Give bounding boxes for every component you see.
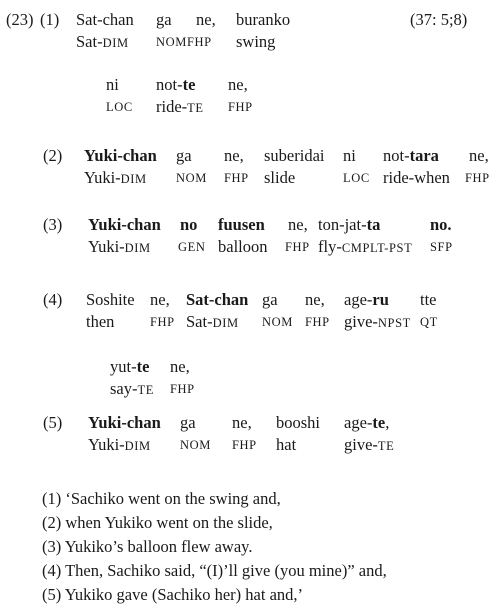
translation-line: (2) when Yukiko went on the slide,	[42, 513, 273, 532]
line-4-gloss: FHP	[170, 382, 195, 396]
line-3-gloss: balloon	[218, 237, 268, 256]
line-3-gloss: SFP	[430, 240, 453, 254]
line-2-number: (2)	[43, 146, 63, 165]
line-2-word: ne,	[469, 146, 489, 165]
line-3-word: fuusen	[218, 215, 265, 234]
line-4-gloss: NOM	[262, 315, 293, 329]
line-1-word: ne,	[196, 10, 216, 29]
line-4-word: tte	[420, 290, 437, 309]
line-5-word: ga	[180, 413, 196, 432]
line-2-gloss: LOC	[343, 171, 370, 185]
line-2-word: suberidai	[264, 146, 325, 165]
line-1-gloss: NOMFHP	[156, 35, 212, 49]
source-reference: (37: 5;8)	[410, 10, 468, 29]
translation-line: (4) Then, Sachiko said, “(I)’ll give (you mine)” and,	[42, 561, 387, 580]
line-4-word: ne,	[170, 357, 190, 376]
line-4-word: Soshite	[86, 290, 135, 309]
line-1-number: (1)	[40, 10, 60, 29]
line-4-gloss: FHP	[150, 315, 175, 329]
line-1-gloss: Sat-DIM	[76, 32, 129, 51]
line-2-gloss: NOM	[176, 171, 207, 185]
line-1-word: buranko	[236, 10, 291, 29]
line-2-gloss: FHP	[224, 171, 249, 185]
line-5-gloss: give-TE	[344, 435, 395, 454]
line-3-gloss: FHP	[285, 240, 310, 254]
line-4-number: (4)	[43, 290, 63, 309]
line-5-word: booshi	[276, 413, 321, 432]
line-2-word: ne,	[224, 146, 244, 165]
line-5-gloss: hat	[276, 435, 297, 454]
line-4-gloss: FHP	[305, 315, 330, 329]
line-5-word: Yuki-chan	[88, 413, 161, 432]
line-3-word: ne,	[288, 215, 308, 234]
line-1-gloss: FHP	[228, 100, 253, 114]
line-4-gloss: QT	[420, 315, 438, 329]
line-4-word: yut-te	[110, 357, 150, 376]
line-3-word: no	[180, 215, 198, 234]
line-1-word: not-te	[156, 75, 196, 94]
translation-line: (5) Yukiko gave (Sachiko her) hat and,’	[42, 585, 304, 604]
line-1-word: Sat-chan	[76, 10, 134, 29]
line-4-word: ne,	[305, 290, 325, 309]
line-5-word: ne,	[232, 413, 252, 432]
line-3-gloss: Yuki-DIM	[88, 237, 151, 256]
line-2-gloss: Yuki-DIM	[84, 168, 147, 187]
line-2-gloss: ride-when	[383, 168, 450, 187]
line-4-word: Sat-chan	[186, 290, 249, 309]
line-2-word: Yuki-chan	[84, 146, 157, 165]
line-4-gloss: then	[86, 312, 115, 331]
example-number: (23)	[6, 10, 34, 29]
line-3-word: Yuki-chan	[88, 215, 161, 234]
line-5-word: age-te,	[344, 413, 390, 432]
line-2-word: not-tara	[383, 146, 439, 165]
line-3-number: (3)	[43, 215, 63, 234]
line-3-gloss: fly-CMPLT-PST	[318, 237, 413, 256]
line-5-gloss: NOM	[180, 438, 211, 452]
line-2-gloss: FHP	[465, 171, 490, 185]
line-4-word: age-ru	[344, 290, 389, 309]
line-4-word: ne,	[150, 290, 170, 309]
line-5-gloss: FHP	[232, 438, 257, 452]
line-2-gloss: slide	[264, 168, 296, 187]
line-1-word: ni	[106, 75, 119, 94]
line-4-gloss: say-TE	[110, 379, 154, 398]
line-5-number: (5)	[43, 413, 63, 432]
line-1-word: ga	[156, 10, 172, 29]
line-1-word: ne,	[228, 75, 248, 94]
line-3-word: no.	[430, 215, 452, 234]
line-4-word: ga	[262, 290, 278, 309]
line-5-gloss: Yuki-DIM	[88, 435, 151, 454]
line-2-word: ga	[176, 146, 192, 165]
line-1-gloss: swing	[236, 32, 276, 51]
translation-line: (3) Yukiko’s balloon flew away.	[42, 537, 253, 556]
line-3-word: ton-jat-ta	[318, 215, 381, 234]
line-2-word: ni	[343, 146, 356, 165]
line-1-gloss: ride-TE	[156, 97, 204, 116]
translation-line: (1) ‘Sachiko went on the swing and,	[42, 489, 281, 508]
line-4-gloss: Sat-DIM	[186, 312, 239, 331]
line-3-gloss: GEN	[178, 240, 206, 254]
line-1-gloss: LOC	[106, 100, 133, 114]
line-4-gloss: give-NPST	[344, 312, 411, 331]
